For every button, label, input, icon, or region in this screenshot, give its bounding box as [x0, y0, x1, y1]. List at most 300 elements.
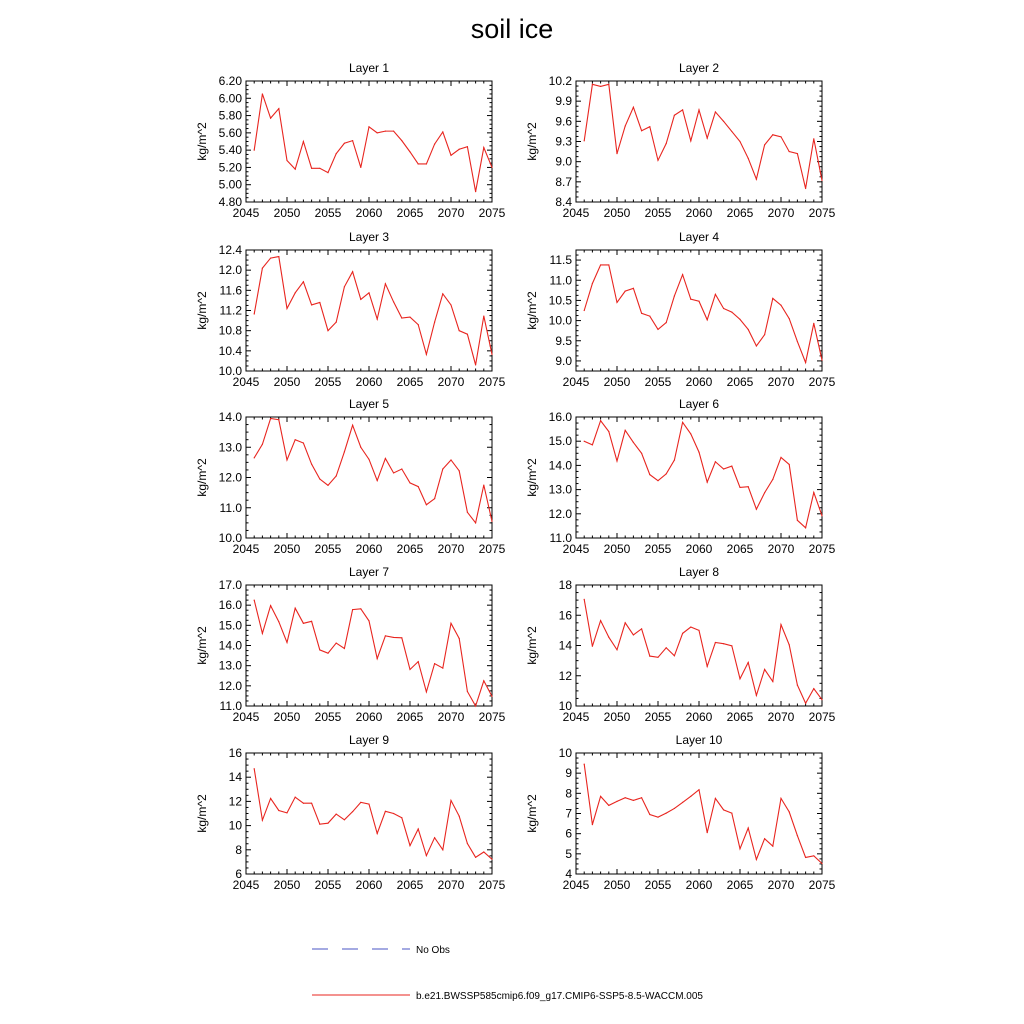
- data-point: [311, 621, 312, 622]
- data-point: [418, 486, 419, 487]
- y-tick-label: 16.0: [548, 410, 572, 424]
- data-point: [434, 322, 435, 323]
- panel-title: Layer 8: [678, 565, 720, 579]
- data-point: [641, 453, 642, 454]
- y-tick-label: 5.80: [218, 108, 242, 123]
- data-point: [450, 623, 451, 624]
- x-tick-label: 2050: [273, 375, 301, 389]
- data-point: [360, 802, 361, 803]
- data-point: [748, 486, 749, 487]
- data-point: [336, 153, 337, 154]
- data-point: [707, 482, 708, 483]
- plot-frame: [576, 81, 822, 202]
- data-point: [616, 460, 617, 461]
- data-point: [674, 115, 675, 116]
- y-tick-label: 5.00: [218, 177, 242, 192]
- data-point: [262, 444, 263, 445]
- y-tick-label: 13.0: [218, 658, 242, 673]
- data-point: [286, 459, 287, 460]
- y-axis-label: kg/m^2: [195, 291, 209, 330]
- data-point: [327, 330, 328, 331]
- y-tick-label: 10.4: [218, 343, 242, 358]
- data-point: [491, 521, 492, 522]
- data-point: [327, 172, 328, 173]
- data-point: [674, 655, 675, 656]
- series-line: [254, 419, 492, 523]
- data-point: [295, 797, 296, 798]
- data-point: [278, 810, 279, 811]
- data-point: [698, 789, 699, 790]
- data-point: [393, 813, 394, 814]
- x-tick-label: 2075: [808, 878, 836, 892]
- y-tick-label: 9.9: [555, 94, 572, 109]
- data-point: [625, 622, 626, 623]
- data-point: [780, 624, 781, 625]
- data-point: [459, 330, 460, 331]
- data-point: [715, 294, 716, 295]
- data-point: [344, 286, 345, 287]
- x-tick-label: 2070: [437, 206, 465, 220]
- data-point: [254, 313, 255, 314]
- data-point: [483, 851, 484, 852]
- data-point: [475, 705, 476, 706]
- panel-title: Layer 5: [348, 397, 390, 411]
- data-point: [278, 419, 279, 420]
- data-point: [295, 292, 296, 293]
- data-point: [780, 305, 781, 306]
- y-tick-label: 14: [558, 638, 572, 653]
- data-point: [254, 150, 255, 151]
- panel-title: Layer 10: [675, 733, 723, 747]
- x-tick-label: 2065: [396, 206, 424, 220]
- y-axis-label: kg/m^2: [525, 626, 539, 665]
- data-point: [772, 846, 773, 847]
- x-tick-label: 2065: [396, 710, 424, 724]
- data-point: [303, 623, 304, 624]
- y-tick-label: 12.0: [218, 470, 242, 485]
- data-point: [385, 131, 386, 132]
- y-tick-label: 10.0: [218, 531, 242, 545]
- data-point: [336, 475, 337, 476]
- x-tick-label: 2075: [808, 206, 836, 220]
- data-point: [409, 845, 410, 846]
- series-line: [584, 764, 822, 863]
- data-point: [723, 468, 724, 469]
- data-point: [442, 131, 443, 132]
- x-tick-label: 2075: [478, 710, 506, 724]
- x-tick-label: 2050: [603, 710, 631, 724]
- x-tick-label: 2045: [232, 206, 260, 220]
- data-point: [723, 809, 724, 810]
- y-tick-label: 9.3: [555, 134, 572, 149]
- data-point: [772, 298, 773, 299]
- y-tick-label: 17.0: [218, 578, 242, 592]
- data-point: [385, 811, 386, 812]
- data-point: [319, 824, 320, 825]
- y-tick-label: 11.0: [549, 531, 572, 545]
- data-point: [649, 655, 650, 656]
- y-axis-label: kg/m^2: [525, 794, 539, 833]
- data-point: [344, 648, 345, 649]
- y-tick-label: 12.0: [218, 678, 242, 693]
- y-tick-label: 9.5: [555, 333, 572, 348]
- y-tick-label: 11.2: [219, 303, 242, 318]
- data-point: [450, 155, 451, 156]
- data-point: [756, 179, 757, 180]
- data-point: [270, 605, 271, 606]
- y-axis-label: kg/m^2: [195, 458, 209, 497]
- data-point: [584, 310, 585, 311]
- data-point: [418, 163, 419, 164]
- y-tick-label: 6: [235, 867, 242, 881]
- y-tick-label: 16: [228, 746, 242, 760]
- y-tick-label: 11.0: [549, 273, 572, 288]
- data-point: [303, 442, 304, 443]
- y-tick-label: 7: [565, 806, 572, 821]
- x-tick-label: 2050: [603, 542, 631, 556]
- data-point: [319, 649, 320, 650]
- data-point: [731, 645, 732, 646]
- data-point: [491, 354, 492, 355]
- x-tick-label: 2070: [767, 542, 795, 556]
- data-point: [633, 107, 634, 108]
- data-point: [467, 843, 468, 844]
- y-tick-label: 8: [565, 786, 572, 801]
- data-point: [707, 666, 708, 667]
- y-tick-label: 10.8: [218, 323, 242, 338]
- data-point: [360, 167, 361, 168]
- y-tick-label: 8.7: [555, 174, 572, 189]
- data-point: [797, 341, 798, 342]
- data-point: [616, 801, 617, 802]
- data-point: [319, 302, 320, 303]
- y-tick-label: 10.5: [548, 293, 572, 308]
- data-point: [426, 504, 427, 505]
- data-point: [633, 634, 634, 635]
- y-tick-label: 13.0: [548, 482, 572, 497]
- data-point: [764, 334, 765, 335]
- data-point: [270, 257, 271, 258]
- data-point: [805, 703, 806, 704]
- panel-title: Layer 4: [678, 230, 720, 244]
- data-point: [311, 464, 312, 465]
- data-point: [475, 857, 476, 858]
- data-point: [336, 642, 337, 643]
- data-point: [813, 492, 814, 493]
- data-point: [600, 796, 601, 797]
- data-point: [434, 498, 435, 499]
- y-tick-label: 9.0: [555, 154, 572, 169]
- data-point: [344, 143, 345, 144]
- panel-title: Layer 1: [348, 61, 390, 75]
- data-point: [641, 130, 642, 131]
- data-point: [483, 147, 484, 148]
- data-point: [401, 317, 402, 318]
- data-point: [649, 316, 650, 317]
- x-tick-label: 2075: [808, 375, 836, 389]
- x-tick-label: 2050: [273, 206, 301, 220]
- data-point: [625, 291, 626, 292]
- y-tick-label: 5.60: [218, 125, 242, 140]
- data-point: [336, 814, 337, 815]
- y-tick-label: 12: [558, 668, 572, 683]
- data-point: [352, 609, 353, 610]
- x-tick-label: 2050: [603, 878, 631, 892]
- x-tick-label: 2060: [355, 878, 383, 892]
- data-point: [295, 439, 296, 440]
- data-point: [608, 84, 609, 85]
- data-point: [262, 633, 263, 634]
- data-point: [377, 658, 378, 659]
- data-point: [262, 820, 263, 821]
- plot-frame: [246, 585, 492, 706]
- data-point: [409, 316, 410, 317]
- data-point: [426, 855, 427, 856]
- data-point: [368, 620, 369, 621]
- data-point: [813, 138, 814, 139]
- data-point: [344, 819, 345, 820]
- x-tick-label: 2050: [273, 878, 301, 892]
- y-tick-label: 14.0: [548, 458, 572, 473]
- data-point: [666, 813, 667, 814]
- y-tick-label: 10: [558, 699, 572, 713]
- data-point: [418, 661, 419, 662]
- data-point: [748, 662, 749, 663]
- data-point: [789, 464, 790, 465]
- data-point: [805, 857, 806, 858]
- y-tick-label: 14.0: [218, 410, 242, 424]
- y-tick-label: 6.00: [218, 91, 242, 106]
- data-point: [657, 817, 658, 818]
- data-point: [821, 863, 822, 864]
- data-point: [352, 425, 353, 426]
- x-tick-label: 2045: [232, 375, 260, 389]
- data-point: [368, 803, 369, 804]
- data-point: [327, 823, 328, 824]
- data-point: [731, 131, 732, 132]
- panel-title: Layer 7: [348, 565, 390, 579]
- data-point: [682, 109, 683, 110]
- data-point: [483, 484, 484, 485]
- data-point: [715, 642, 716, 643]
- data-point: [286, 642, 287, 643]
- data-point: [789, 151, 790, 152]
- data-point: [401, 140, 402, 141]
- data-point: [608, 805, 609, 806]
- panel-layer-2: [525, 61, 836, 220]
- data-point: [459, 470, 460, 471]
- figure-title: soil ice: [470, 14, 554, 44]
- y-tick-label: 10.0: [548, 313, 572, 328]
- data-point: [715, 111, 716, 112]
- data-point: [467, 691, 468, 692]
- x-tick-label: 2055: [644, 542, 672, 556]
- y-tick-label: 4: [565, 867, 572, 881]
- x-tick-label: 2065: [726, 375, 754, 389]
- data-point: [286, 160, 287, 161]
- y-tick-label: 18: [558, 578, 572, 592]
- data-point: [393, 637, 394, 638]
- data-point: [731, 813, 732, 814]
- data-point: [442, 293, 443, 294]
- data-point: [616, 302, 617, 303]
- data-point: [491, 167, 492, 168]
- data-point: [418, 828, 419, 829]
- x-tick-label: 2045: [562, 542, 590, 556]
- data-point: [262, 268, 263, 269]
- data-point: [657, 160, 658, 161]
- data-point: [418, 324, 419, 325]
- x-tick-label: 2045: [232, 542, 260, 556]
- panel-title: Layer 6: [678, 397, 720, 411]
- data-point: [690, 140, 691, 141]
- data-point: [475, 364, 476, 365]
- data-point: [657, 480, 658, 481]
- y-tick-label: 10: [558, 746, 572, 760]
- data-point: [674, 295, 675, 296]
- panel-layer-9: [195, 733, 506, 892]
- x-tick-label: 2065: [396, 542, 424, 556]
- data-point: [401, 817, 402, 818]
- data-point: [756, 695, 757, 696]
- data-point: [649, 474, 650, 475]
- y-tick-label: 15.0: [218, 618, 242, 633]
- x-tick-label: 2055: [644, 206, 672, 220]
- data-point: [303, 141, 304, 142]
- data-point: [409, 482, 410, 483]
- plot-frame: [246, 417, 492, 538]
- x-tick-label: 2070: [767, 710, 795, 724]
- data-point: [666, 322, 667, 323]
- data-point: [311, 304, 312, 305]
- data-point: [616, 153, 617, 154]
- data-point: [789, 318, 790, 319]
- data-point: [319, 168, 320, 169]
- data-point: [475, 191, 476, 192]
- data-point: [797, 520, 798, 521]
- data-point: [442, 849, 443, 850]
- y-tick-label: 6: [565, 826, 572, 841]
- data-point: [393, 472, 394, 473]
- data-point: [739, 848, 740, 849]
- x-tick-label: 2075: [808, 710, 836, 724]
- x-tick-label: 2055: [644, 710, 672, 724]
- y-tick-label: 10.0: [218, 364, 242, 378]
- panel-title: Layer 3: [348, 230, 390, 244]
- data-point: [327, 485, 328, 486]
- data-point: [286, 812, 287, 813]
- y-tick-label: 5.20: [218, 160, 242, 175]
- series-line: [254, 600, 492, 706]
- data-point: [682, 422, 683, 423]
- data-point: [625, 125, 626, 126]
- legend-model-label: b.e21.BWSSP585cmip6.f09_g17.CMIP6-SSP5-8.5-WACCM.005: [416, 991, 703, 1002]
- data-point: [698, 109, 699, 110]
- data-point: [592, 646, 593, 647]
- y-tick-label: 8: [235, 842, 242, 857]
- x-tick-label: 2045: [562, 710, 590, 724]
- x-tick-label: 2055: [314, 710, 342, 724]
- data-point: [739, 487, 740, 488]
- x-tick-label: 2075: [478, 878, 506, 892]
- x-tick-label: 2055: [314, 878, 342, 892]
- data-point: [475, 522, 476, 523]
- data-point: [434, 837, 435, 838]
- data-point: [600, 620, 601, 621]
- data-point: [491, 859, 492, 860]
- data-point: [707, 138, 708, 139]
- data-point: [442, 468, 443, 469]
- data-point: [352, 811, 353, 812]
- data-point: [649, 814, 650, 815]
- x-tick-label: 2060: [685, 710, 713, 724]
- plot-frame: [576, 417, 822, 538]
- data-point: [682, 274, 683, 275]
- data-point: [698, 301, 699, 302]
- data-point: [813, 855, 814, 856]
- x-tick-label: 2060: [355, 375, 383, 389]
- data-point: [608, 264, 609, 265]
- data-point: [270, 798, 271, 799]
- x-tick-label: 2060: [685, 542, 713, 556]
- x-tick-label: 2055: [314, 206, 342, 220]
- data-point: [352, 140, 353, 141]
- y-tick-label: 12.0: [548, 506, 572, 521]
- panel-layer-3: [195, 230, 506, 389]
- data-point: [780, 798, 781, 799]
- data-point: [690, 796, 691, 797]
- x-tick-label: 2045: [232, 710, 260, 724]
- y-tick-label: 9.6: [555, 114, 572, 129]
- y-tick-label: 11.0: [219, 500, 242, 515]
- data-point: [426, 691, 427, 692]
- panel-layer-7: [195, 565, 506, 724]
- data-point: [748, 329, 749, 330]
- data-point: [409, 669, 410, 670]
- data-point: [327, 653, 328, 654]
- data-point: [592, 84, 593, 85]
- data-point: [797, 685, 798, 686]
- data-point: [780, 457, 781, 458]
- x-tick-label: 2065: [396, 878, 424, 892]
- data-point: [360, 299, 361, 300]
- y-tick-label: 4.80: [218, 195, 242, 209]
- data-point: [592, 824, 593, 825]
- x-tick-label: 2045: [562, 375, 590, 389]
- data-point: [311, 168, 312, 169]
- data-point: [756, 509, 757, 510]
- y-tick-label: 11.6: [219, 283, 242, 298]
- data-point: [723, 643, 724, 644]
- data-point: [393, 131, 394, 132]
- data-point: [707, 319, 708, 320]
- x-tick-label: 2065: [726, 542, 754, 556]
- data-point: [377, 318, 378, 319]
- panel-title: Layer 9: [348, 733, 390, 747]
- x-tick-label: 2045: [562, 206, 590, 220]
- data-point: [295, 608, 296, 609]
- data-point: [821, 360, 822, 361]
- data-point: [360, 608, 361, 609]
- data-point: [641, 628, 642, 629]
- data-point: [483, 680, 484, 681]
- series-line: [584, 421, 822, 528]
- series-line: [584, 265, 822, 363]
- data-point: [641, 797, 642, 798]
- series-line: [254, 94, 492, 192]
- data-point: [813, 323, 814, 324]
- data-point: [584, 441, 585, 442]
